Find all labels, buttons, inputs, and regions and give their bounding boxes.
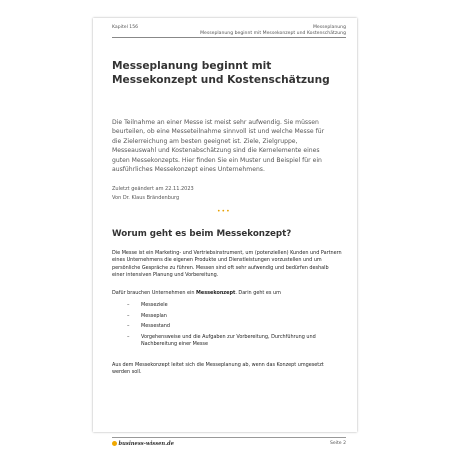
footer-divider	[112, 437, 346, 438]
logo-dot-icon	[112, 441, 117, 446]
footer-page-number: Seite 2	[329, 441, 346, 446]
concept-list	[127, 302, 343, 351]
list-item: – Messestand	[127, 323, 343, 330]
section-heading: Worum geht es beim Messekonzept?	[112, 229, 292, 239]
paragraph-2-text: Dafür brauchen Unternehmen ein	[112, 290, 197, 296]
header-chapter: Kapitel 156	[112, 25, 139, 30]
list-item: – Vorgehensweise und die Aufgaben zur Vorbereitung, Durchführung und Nachbereitung einer Messe	[127, 334, 343, 348]
section-separator: •••	[217, 208, 231, 215]
header-subtitle: Messeplanung beginnt mit Messekonzept und Kostenschätzung	[200, 30, 346, 36]
article-intro: Die Teilnahme an einer Messe ist meist sehr aufwendig. Sie müssen beurteilen, ob eine Messeteilnahme sinnvoll ist und welche Messe für die Zielerreichung am besten geeignet ist. Ziele, Zielgruppe, Messeauswahl und Kostenabschätzung sind die Kernelemente eines guten Messekonzepts. Hier finden Sie ein Muster und Beispiel für ein ausführliches Messekonzept eines Unternehmens.	[112, 119, 325, 174]
document-page	[93, 18, 357, 447]
header-section: Messeplanung	[312, 25, 346, 30]
paragraph-2-bold: Messekonzept	[196, 290, 236, 296]
article-author: Von Dr. Klaus Brändenburg	[112, 195, 180, 201]
article-changed-date: Zuletzt geändert am 22.11.2023	[112, 186, 194, 192]
section-paragraph-1: Die Messe ist ein Marketing- und Vertriebsinstrument, um (potenziellen) Kunden und Partnern eines Unternehmens die eigenen Produkte und Dienstleistungen vorzustellen und um persönliche Gespräche zu führen. Messen sind oft sehr aufwendig und bedürfen deshalb einer intensiven Planung und Vorbereitung.	[112, 250, 342, 278]
header-divider	[112, 37, 346, 38]
footer-logo	[112, 441, 174, 447]
section-paragraph-3: Aus dem Messekonzept leitet sich die Messeplanung ab, wenn das Konzept umgesetzt werden soll.	[112, 362, 324, 376]
section-paragraph-2	[112, 290, 342, 297]
paragraph-2-text-end: . Darin geht es um	[235, 290, 281, 296]
footer-logo-text: business-wissen.de	[118, 441, 174, 447]
article-title: Messeplanung beginnt mit Messekonzept und Kostenschätzung	[112, 60, 330, 86]
header-right	[200, 25, 346, 36]
list-item: – Messeplan	[127, 313, 343, 320]
list-item: – Messeziele	[127, 302, 343, 309]
